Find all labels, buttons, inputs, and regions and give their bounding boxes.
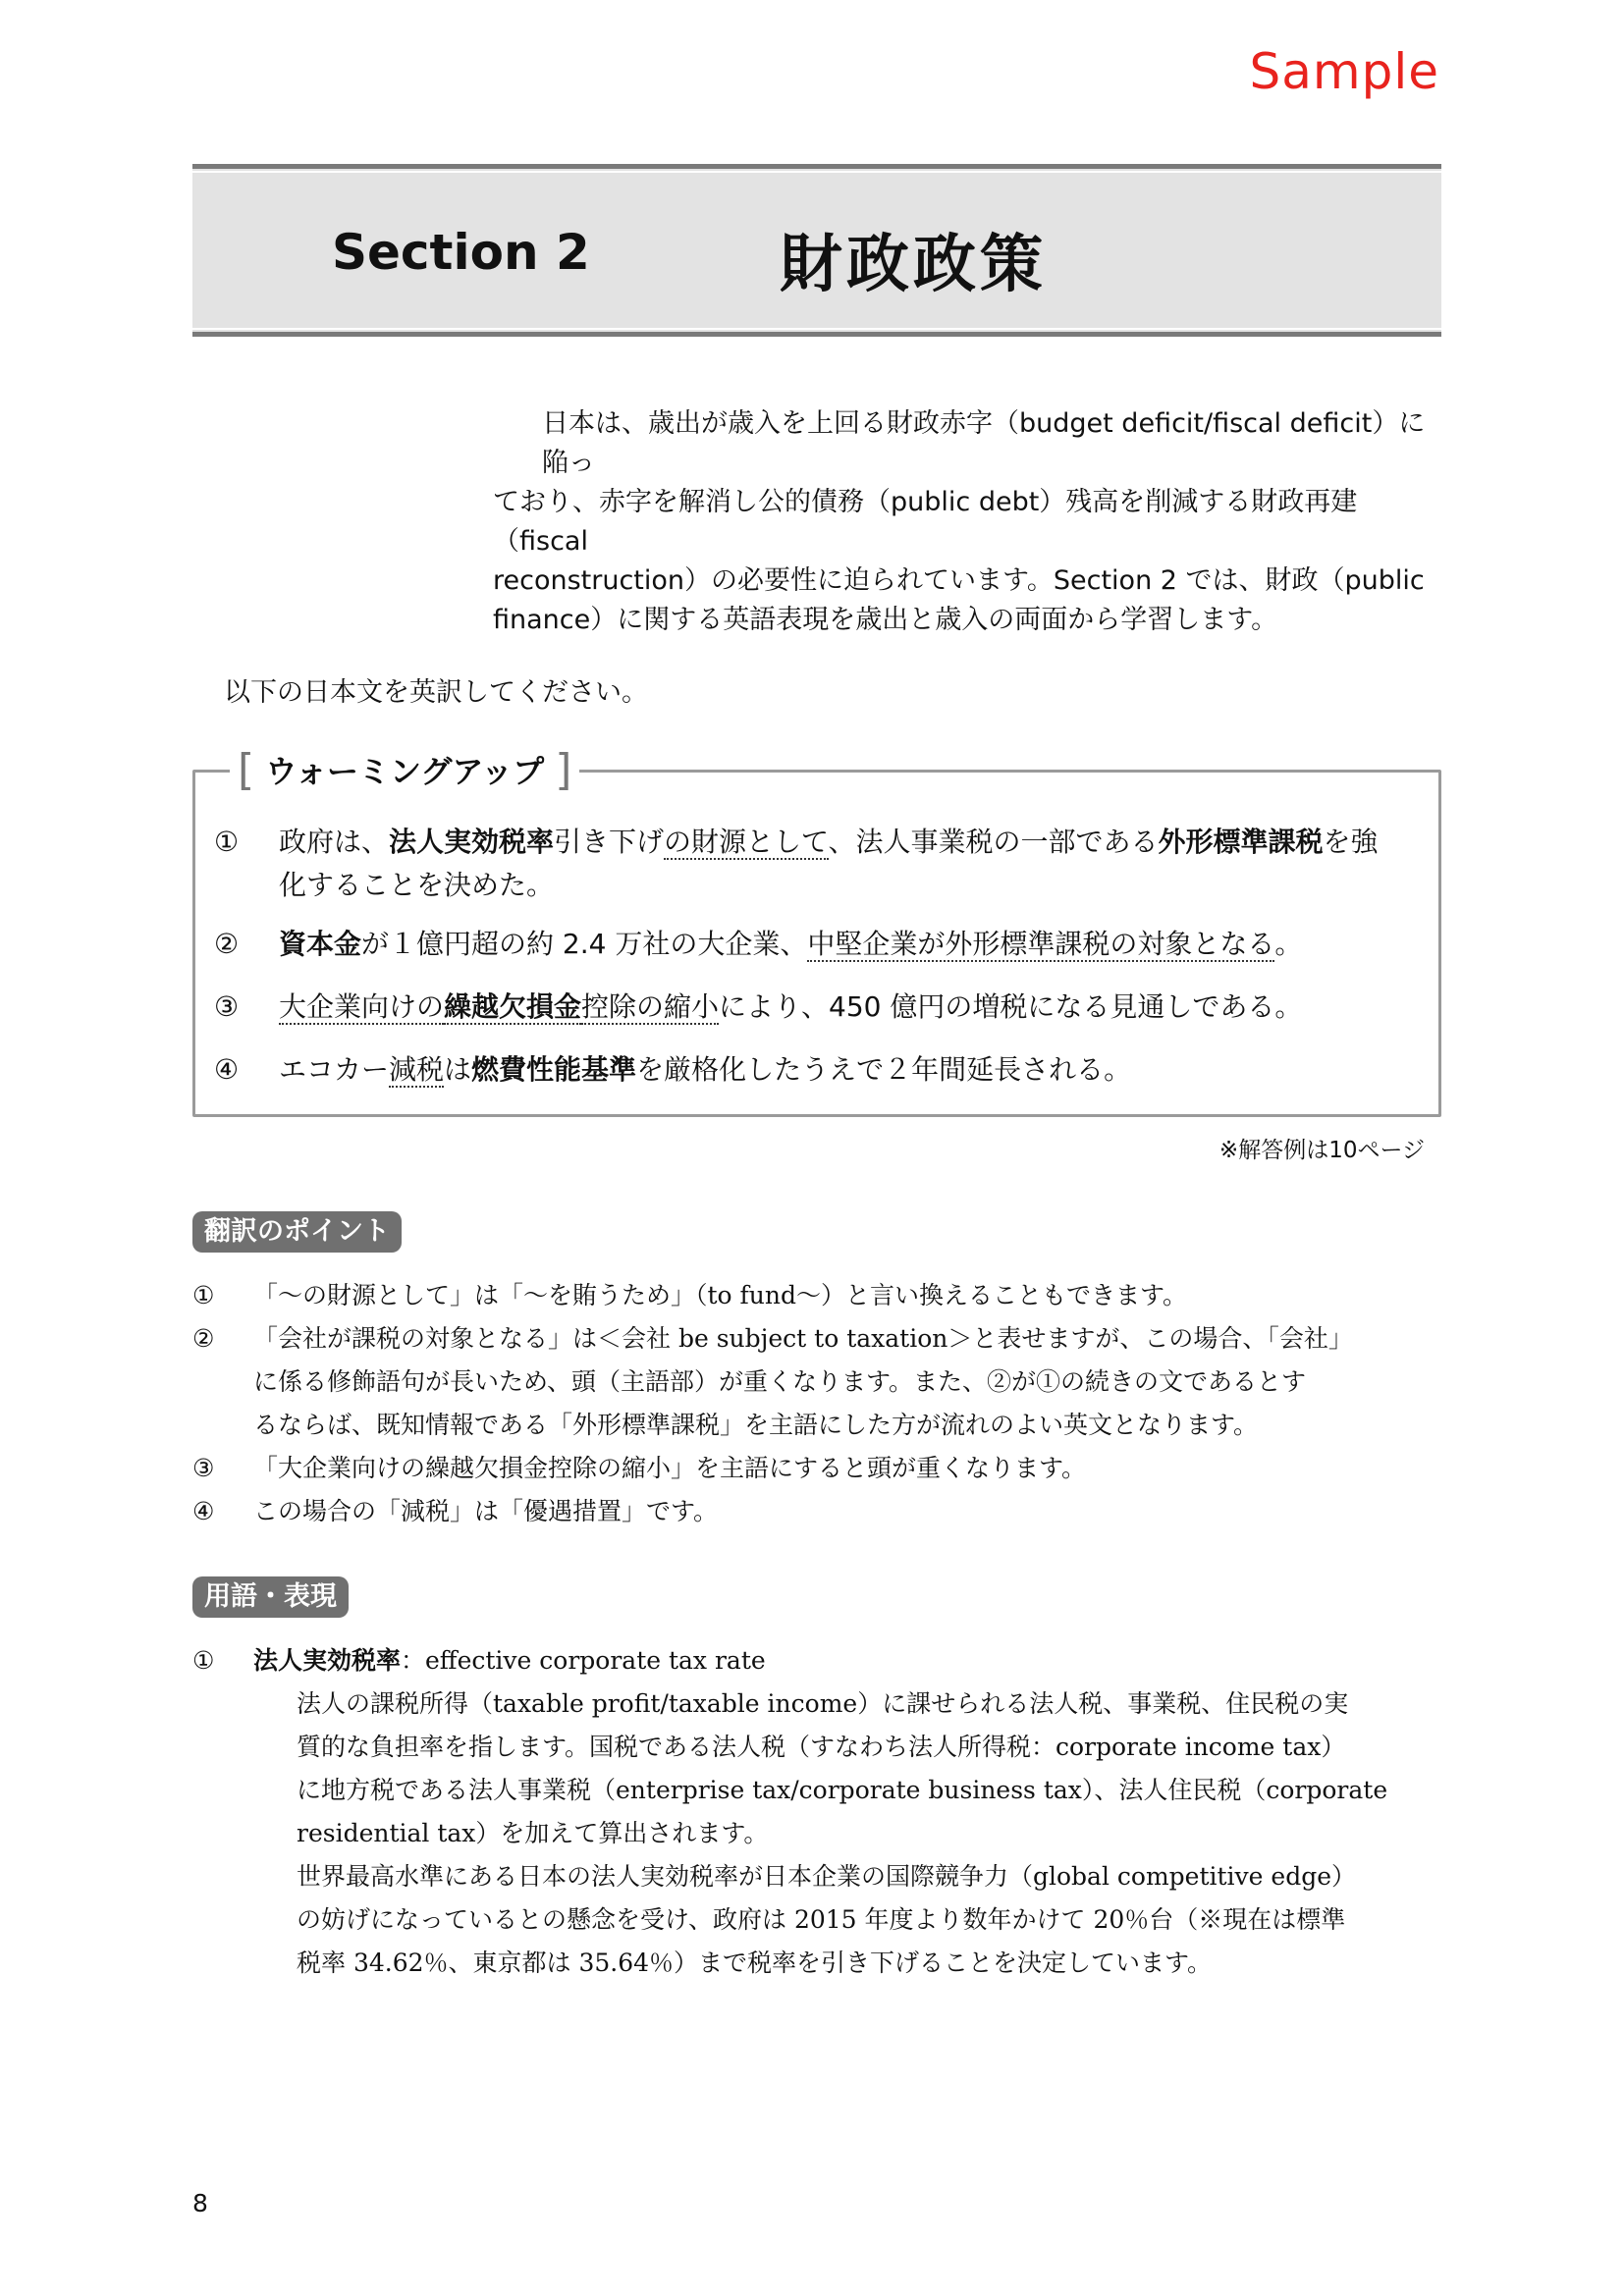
- intro-line: ており、赤字を解消し公的債務（public debt）残高を削減する財政再建（fiscal: [493, 487, 1358, 557]
- point-item-2: [192, 1317, 1449, 1447]
- item-number: ③: [214, 990, 240, 1023]
- terms-badge: 用語・表現: [192, 1576, 349, 1618]
- point-item-4: [192, 1490, 1449, 1533]
- item-text: 「大企業向けの繰越欠損金控除の縮小」を主語にすると頭が重くなります。: [253, 1454, 1087, 1482]
- item-text: 大企業向けの繰越欠損金控除の縮小により、450 億円の増税になる見通しである。: [279, 990, 1303, 1023]
- instruction-text: 以下の日本文を英訳してください。: [224, 677, 648, 708]
- item-number: ④: [192, 1497, 215, 1525]
- item-number: ①: [214, 826, 240, 858]
- term-heading: [253, 1639, 1449, 1682]
- intro-line: 日本は、歳出が歳入を上回る財政赤字（budget deficit/fiscal deficit）に陥っ: [542, 408, 1426, 478]
- item-number: ③: [192, 1454, 215, 1482]
- warmup-label: [230, 744, 579, 793]
- item-text: 政府は、法人実効税率引き下げの財源として、法人事業税の一部である外形標準課税を強 化することを決めた。: [279, 826, 1379, 901]
- item-text: 「～の財源として」は「～を賄うため」（to fund～）と言い換えることもできます。: [253, 1281, 1188, 1309]
- translation-points-badge: 翻訳のポイント: [192, 1211, 402, 1253]
- point-item-1: [192, 1274, 1449, 1317]
- answer-note: ※解答例は10ページ: [1218, 1138, 1425, 1163]
- item-number: ①: [192, 1281, 215, 1309]
- section-title: 財政政策: [780, 229, 1047, 301]
- item-text: 「会社が課税の対象となる」は＜会社 be subject to taxation＞と表せますが、この場合、「会社」 に係る修飾語句が長いため、頭（主語部）が重くなります。また、②が①の続きの文であるとす るならば、既知情報である「外形標準課税」を主語にした方が流れのよい英文となります。: [253, 1324, 1353, 1439]
- intro-line: reconstruction）の必要性に迫られています。Section 2 では、財政（public: [493, 565, 1425, 596]
- warmup-item-2: [214, 923, 1302, 966]
- sample-watermark: Sample: [1249, 43, 1439, 100]
- term-en: ：effective corporate tax rate: [401, 1646, 766, 1675]
- term-jp: 法人実効税率: [253, 1646, 402, 1675]
- page-number: 8: [192, 2189, 208, 2217]
- item-number: ①: [192, 1646, 215, 1675]
- item-number: ②: [192, 1324, 215, 1353]
- item-text: 資本金が１億円超の約 2.4 万社の大企業、中堅企業が外形標準課税の対象となる。: [279, 928, 1303, 960]
- item-text: エコカー減税は燃費性能基準を厳格化したうえで２年間延長される。: [279, 1053, 1132, 1086]
- point-item-3: [192, 1447, 1449, 1490]
- section-number: Section 2: [332, 224, 590, 281]
- section-header: [192, 164, 1441, 337]
- intro-paragraph: [493, 404, 1435, 640]
- bracket-open: [: [238, 745, 255, 795]
- term-item-1: [192, 1639, 1449, 1985]
- item-number: ④: [214, 1053, 240, 1086]
- intro-line: finance）に関する英語表現を歳出と歳入の両面から学習します。: [493, 605, 1278, 635]
- item-text: この場合の「減税」は「優遇措置」です。: [253, 1497, 719, 1525]
- warmup-label-text: ウォーミングアップ: [265, 753, 545, 790]
- bracket-close: ]: [555, 745, 572, 795]
- warmup-item-4: [214, 1048, 1131, 1092]
- warmup-item-1: [214, 821, 1379, 907]
- term-body: 法人の課税所得（taxable profit/taxable income）に課せられる法人税、事業税、住民税の実 質的な負担率を指します。国税である法人税（すなわち法人所得税：corporate income tax） に地方税である法人事業税（enterprise tax/corporate business tax）、法人住民税（corporate residential tax）を加えて算出されます。 世界最高水準にある日本の法人実効税率が日本企業の国際競争力（global competitive edge） の妨げになっているとの懸念を受け、政府は 2015 年度より数年かけて 20％台（※現在は標準 税率 34.62％、東京都は 35.64％）まで税率を引き下げることを決定しています。: [297, 1689, 1388, 1977]
- item-number: ②: [214, 928, 240, 960]
- warmup-item-3: [214, 986, 1302, 1029]
